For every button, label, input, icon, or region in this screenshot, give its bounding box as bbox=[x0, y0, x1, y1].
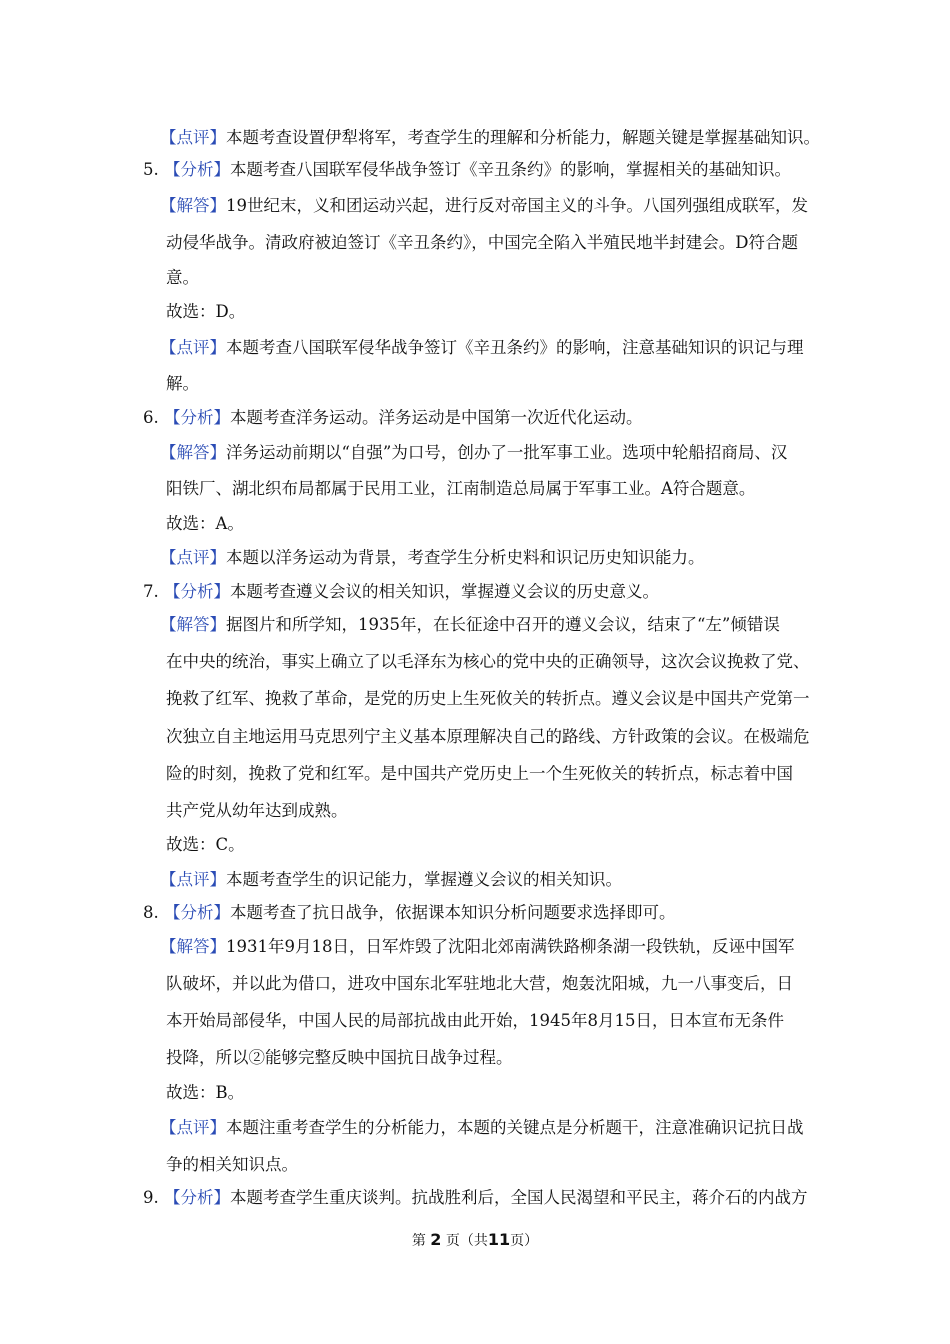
comment-tag: 【点评】 bbox=[160, 128, 226, 147]
q6-answer-line: 阳铁厂、湖北织布局都属于民用工业，江南制造总局属于军事工业。A符合题意。 bbox=[166, 479, 756, 498]
current-page-number: 2 bbox=[430, 1230, 442, 1249]
q8-analysis bbox=[143, 903, 676, 923]
answer-tag: 【解答】 bbox=[160, 937, 226, 956]
q6-choice: 故选：A。 bbox=[166, 514, 244, 533]
q7-answer-line: 次独立自主地运用马克思列宁主义基本原理解决自己的路线、方针政策的会议。在极端危 bbox=[166, 727, 810, 746]
q8-answer-line: 本开始局部侵华，中国人民的局部抗战由此开始，1945年8月15日，日本宣布无条件 bbox=[166, 1011, 784, 1030]
q8-answer-line: 队破坏，并以此为借口，进攻中国东北军驻地北大营，炮轰沈阳城，九一八事变后，日 bbox=[166, 974, 793, 993]
q9-analysis-text: 本题考查学生重庆谈判。抗战胜利后，全国人民渴望和平民主，蒋介石的内战方 bbox=[230, 1188, 808, 1207]
q7-comment-text: 本题考查学生的识记能力，掌握遵义会议的相关知识。 bbox=[226, 870, 622, 889]
analysis-tag: 【分析】 bbox=[164, 1188, 230, 1207]
answer-tag: 【解答】 bbox=[160, 196, 226, 215]
q8-answer-line bbox=[160, 937, 795, 957]
q7-choice: 故选：C。 bbox=[166, 835, 245, 854]
q7-answer-line: 在中央的统治，事实上确立了以毛泽东为核心的党中央的正确领导，这次会议挽救了党、 bbox=[166, 652, 810, 671]
q6-answer-text: 洋务运动前期以“自强”为口号，创办了一批军事工业。选项中轮船招商局、汉 bbox=[226, 443, 788, 462]
comment-tag: 【点评】 bbox=[160, 1118, 226, 1137]
comment-tag: 【点评】 bbox=[160, 338, 226, 357]
q8-comment bbox=[160, 1118, 804, 1138]
q5-answer-line: 动侵华战争。清政府被迫签订《辛丑条约》，中国完全陷入半殖民地半封建会。D符合题 bbox=[166, 233, 798, 252]
analysis-tag: 【分析】 bbox=[164, 160, 230, 179]
q7-answer-line: 共产党从幼年达到成熟。 bbox=[166, 801, 348, 820]
q5-choice: 故选：D。 bbox=[166, 302, 246, 321]
q6-answer-line bbox=[160, 443, 787, 463]
question-number: 7. bbox=[143, 582, 159, 601]
question-number: 8. bbox=[143, 903, 159, 922]
q4-comment bbox=[160, 128, 820, 148]
q5-analysis bbox=[143, 160, 791, 180]
q5-comment-text: 本题考查八国联军侵华战争签订《辛丑条约》的影响，注意基础知识的识记与理 bbox=[226, 338, 804, 357]
q5-answer-line: 意。 bbox=[166, 268, 199, 287]
q9-analysis bbox=[143, 1188, 808, 1208]
q7-analysis-text: 本题考查遵义会议的相关知识，掌握遵义会议的历史意义。 bbox=[230, 582, 659, 601]
question-number: 6. bbox=[143, 408, 159, 427]
q5-comment bbox=[160, 338, 804, 358]
q6-analysis-text: 本题考查洋务运动。洋务运动是中国第一次近代化运动。 bbox=[230, 408, 643, 427]
answer-tag: 【解答】 bbox=[160, 615, 226, 634]
q8-comment-text: 本题注重考查学生的分析能力，本题的关键点是分析题干，注意准确识记抗日战 bbox=[226, 1118, 804, 1137]
question-number: 9. bbox=[143, 1188, 159, 1207]
q5-answer-text: 19世纪末，义和团运动兴起，进行反对帝国主义的斗争。八国列强组成联军，发 bbox=[226, 196, 808, 215]
footer-prefix: 第 bbox=[411, 1233, 426, 1249]
q7-answer-text: 据图片和所学知，1935年，在长征途中召开的遵义会议，结束了“左”倾错误 bbox=[226, 615, 780, 634]
comment-tag: 【点评】 bbox=[160, 870, 226, 889]
footer-suffix: 页） bbox=[510, 1233, 539, 1249]
q6-comment bbox=[160, 548, 705, 568]
answer-tag: 【解答】 bbox=[160, 443, 226, 462]
q8-answer-text: 1931年9月18日，日军炸毁了沈阳北郊南满铁路柳条湖一段铁轨，反诬中国军 bbox=[226, 937, 795, 956]
total-page-count: 11 bbox=[487, 1230, 511, 1249]
q8-answer-line: 投降，所以②能够完整反映中国抗日战争过程。 bbox=[166, 1048, 513, 1067]
question-number: 5. bbox=[143, 160, 159, 179]
q7-analysis bbox=[143, 582, 659, 602]
q5-analysis-text: 本题考查八国联军侵华战争签订《辛丑条约》的影响，掌握相关的基础知识。 bbox=[230, 160, 791, 179]
analysis-tag: 【分析】 bbox=[164, 408, 230, 427]
q6-comment-text: 本题以洋务运动为背景，考查学生分析史料和识记历史知识能力。 bbox=[226, 548, 705, 567]
q8-analysis-text: 本题考查了抗日战争，依据课本知识分析问题要求选择即可。 bbox=[230, 903, 676, 922]
page-footer bbox=[0, 1230, 950, 1250]
q4-comment-text: 本题考查设置伊犁将军，考查学生的理解和分析能力，解题关键是掌握基础知识。 bbox=[226, 128, 820, 147]
analysis-tag: 【分析】 bbox=[164, 903, 230, 922]
q7-answer-line: 挽救了红军、挽救了革命，是党的历史上生死攸关的转折点。遵义会议是中国共产党第一 bbox=[166, 689, 810, 708]
footer-middle: 页（共 bbox=[445, 1233, 488, 1249]
analysis-tag: 【分析】 bbox=[164, 582, 230, 601]
q8-comment-line: 争的相关知识点。 bbox=[166, 1155, 298, 1174]
q7-comment bbox=[160, 870, 622, 890]
comment-tag: 【点评】 bbox=[160, 548, 226, 567]
q8-choice: 故选：B。 bbox=[166, 1083, 245, 1102]
q5-answer-line bbox=[160, 196, 808, 216]
q5-comment-line: 解。 bbox=[166, 374, 199, 393]
q6-analysis bbox=[143, 408, 643, 428]
q7-answer-line: 险的时刻，挽救了党和红军。是中国共产党历史上一个生死攸关的转折点，标志着中国 bbox=[166, 764, 793, 783]
q7-answer-line bbox=[160, 615, 780, 635]
